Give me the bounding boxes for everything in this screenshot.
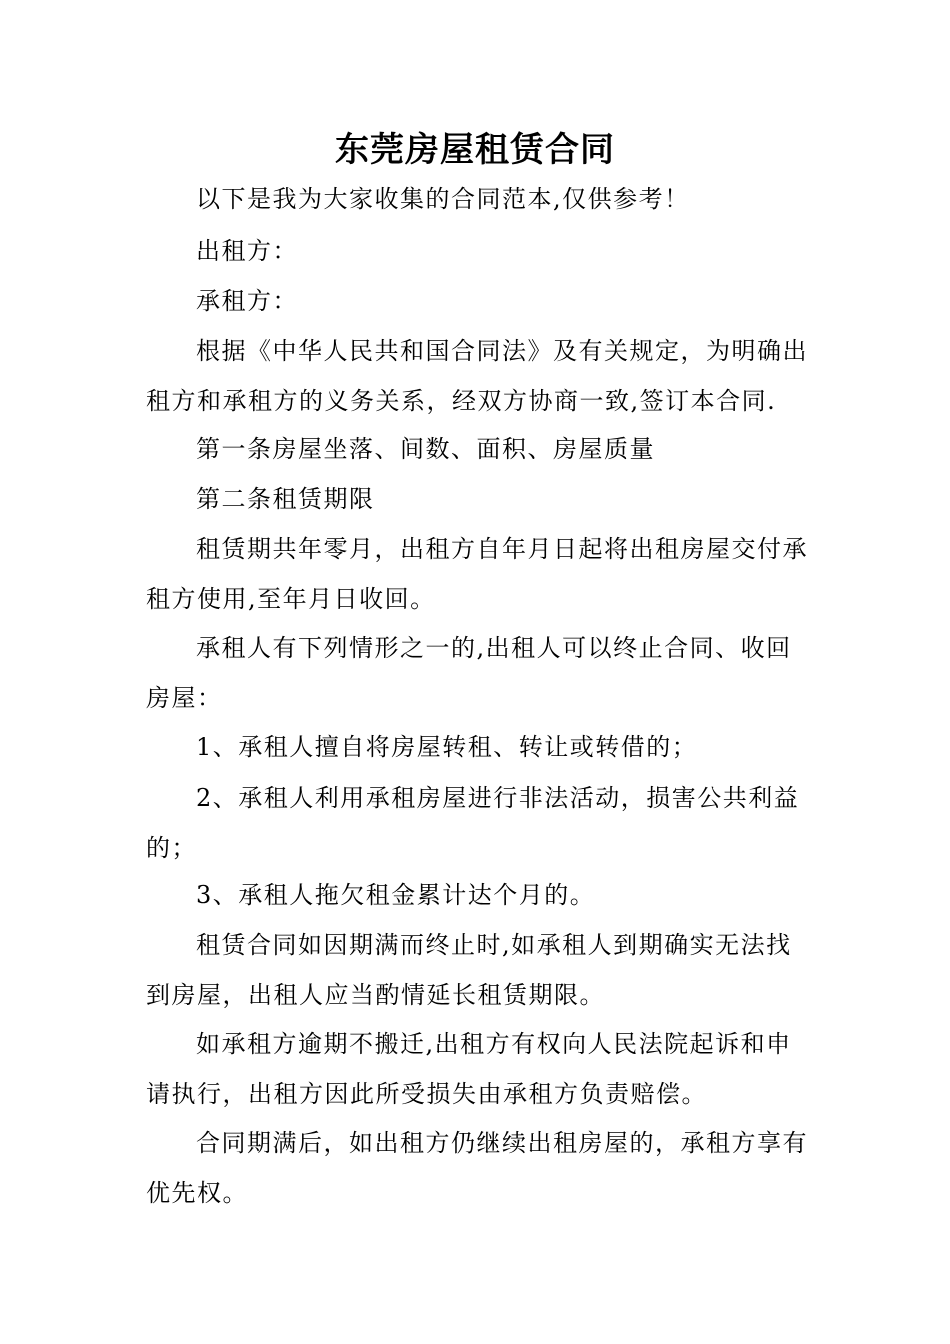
article-one-heading: 第一条房屋坐落、间数、面积、房屋质量 [196, 435, 655, 463]
condition-item-1: 1、承租人擅自将房屋转租、转让或转借的； [196, 733, 698, 761]
termination-conditions-paragraph: 承租人有下列情形之一的,出租人可以终止合同、收回房屋： [146, 634, 792, 712]
document-title: 东莞房屋租赁合同 [335, 130, 615, 170]
lease-term-paragraph: 租赁期共年零月，出租方自年月日起将出租房屋交付承租方使用,至年月日收回。 [146, 535, 808, 613]
lessor-line: 出租方： [196, 237, 298, 265]
intro-paragraph: 以下是我为大家收集的合同范本,仅供参考！ [196, 185, 690, 213]
lessee-line: 承租方： [196, 287, 298, 315]
article-two-heading: 第二条租赁期限 [196, 485, 375, 513]
priority-right-paragraph: 合同期满后，如出租方仍继续出租房屋的，承租方享有优先权。 [146, 1129, 808, 1207]
condition-item-2: 2、承租人利用承租房屋进行非法活动，损害公共利益的； [146, 784, 800, 862]
overdue-relocation-paragraph: 如承租方逾期不搬迁,出租方有权向人民法院起诉和申请执行，出租方因此所受损失由承租方负责赔偿。 [146, 1030, 792, 1108]
condition-item-3: 3、承租人拖欠租金累计达个月的。 [196, 881, 596, 909]
preamble-paragraph: 根据《中华人民共和国合同法》及有关规定，为明确出租方和承租方的义务关系，经双方协商一致,签订本合同. [146, 337, 808, 415]
expiry-extension-paragraph: 租赁合同如因期满而终止时,如承租人到期确实无法找到房屋，出租人应当酌情延长租赁期限。 [146, 931, 792, 1009]
